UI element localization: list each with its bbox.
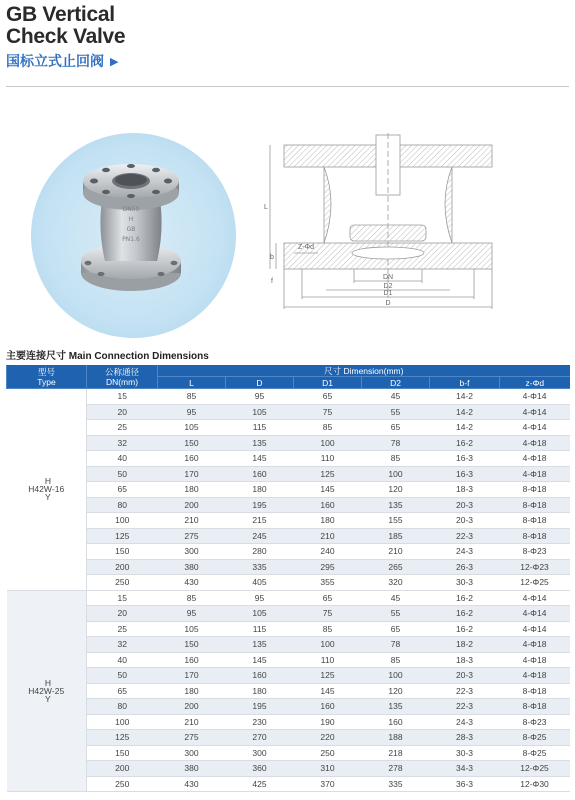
- table-row: [7, 621, 570, 637]
- dimension-cell: 4-Φ14: [500, 590, 570, 606]
- table-row: [7, 683, 570, 699]
- dimension-cell: 12-Φ30: [500, 776, 570, 792]
- model-mid: W: [43, 484, 52, 495]
- header-col-d1: D1: [294, 377, 362, 389]
- dimension-cell: 100: [294, 435, 362, 451]
- table-row: [7, 575, 570, 591]
- dim-label-d1: D1: [383, 290, 393, 297]
- dimension-cell: 300: [158, 745, 226, 761]
- dimension-cell: 160: [158, 652, 226, 668]
- dimension-cell: 270: [226, 730, 294, 746]
- dimension-cell: 115: [226, 621, 294, 637]
- dimension-cell: 265: [362, 559, 430, 575]
- dimension-cell: 105: [158, 420, 226, 436]
- table-body: [7, 389, 570, 792]
- dn-cell: 250: [87, 776, 158, 792]
- model-mid: W: [43, 685, 52, 696]
- dimension-cell: 230: [226, 714, 294, 730]
- casting-text-4: PN1.6: [122, 236, 140, 243]
- dimension-cell: 4-Φ18: [500, 652, 570, 668]
- dimension-cell: 45: [362, 389, 430, 405]
- header-divider: [6, 86, 569, 87]
- dn-cell: 150: [87, 745, 158, 761]
- dim-label-d: D: [385, 300, 391, 307]
- table-row: [7, 497, 570, 513]
- dimension-cell: 295: [294, 559, 362, 575]
- dimension-cell: 425: [226, 776, 294, 792]
- dimension-cell: 16-2: [430, 606, 500, 622]
- dimension-cell: 215: [226, 513, 294, 529]
- dimension-cell: 8-Φ23: [500, 714, 570, 730]
- dimension-cell: 36-3: [430, 776, 500, 792]
- dimension-cell: 190: [294, 714, 362, 730]
- table-row: [7, 761, 570, 777]
- table-row: [7, 451, 570, 467]
- dimension-cell: 55: [362, 404, 430, 420]
- header-type-en: Type: [37, 376, 56, 387]
- dimension-cell: 22-3: [430, 528, 500, 544]
- dimension-cell: 180: [158, 482, 226, 498]
- header-dn-cn: 公称通径: [104, 366, 139, 377]
- dimension-table: [6, 365, 570, 792]
- dimension-cell: 200: [158, 699, 226, 715]
- dimension-cell: 160: [362, 714, 430, 730]
- dimension-cell: 250: [294, 745, 362, 761]
- product-title-line2: Check Valve: [6, 25, 126, 48]
- dimension-cell: 34-3: [430, 761, 500, 777]
- dimension-cell: 110: [294, 652, 362, 668]
- header-dn-en: DN(mm): [105, 376, 139, 387]
- dimension-cell: 245: [226, 528, 294, 544]
- dim-label-dn: DN: [382, 274, 394, 281]
- product-photo: [31, 133, 236, 338]
- header-col-d2: D2: [362, 377, 430, 389]
- dimension-cell: 12-Φ25: [500, 761, 570, 777]
- dimension-cell: 24-3: [430, 714, 500, 730]
- dimension-cell: 180: [226, 683, 294, 699]
- model-bottom: Y: [45, 693, 51, 704]
- dn-cell: 125: [87, 528, 158, 544]
- table-row: [7, 699, 570, 715]
- table-row: [7, 389, 570, 405]
- dim-label-f: f: [271, 278, 273, 285]
- play-arrow-icon: ▶: [110, 55, 119, 68]
- dimension-cell: 335: [362, 776, 430, 792]
- dimension-cell: 8-Φ18: [500, 683, 570, 699]
- header-col-zd: z-Φd: [500, 377, 570, 389]
- header-col-bf: b-f: [430, 377, 500, 389]
- dimension-cell: 150: [158, 435, 226, 451]
- dn-cell: 25: [87, 621, 158, 637]
- table-row: [7, 637, 570, 653]
- header-type: [7, 365, 87, 389]
- dimension-cell: 12-Φ23: [500, 559, 570, 575]
- dimension-cell: 8-Φ18: [500, 497, 570, 513]
- dimension-cell: 4-Φ14: [500, 621, 570, 637]
- dn-cell: 32: [87, 637, 158, 653]
- model-prefix: H42: [28, 685, 44, 696]
- table-row: [7, 559, 570, 575]
- dimension-cell: 18-3: [430, 482, 500, 498]
- table-row: [7, 606, 570, 622]
- dimension-cell: 65: [362, 621, 430, 637]
- model-suffix: -16: [51, 484, 65, 495]
- dimension-cell: 210: [362, 544, 430, 560]
- dimension-cell: 14-2: [430, 404, 500, 420]
- dimension-cell: 310: [294, 761, 362, 777]
- dimension-cell: 30-3: [430, 745, 500, 761]
- dimension-cell: 180: [294, 513, 362, 529]
- dimension-cell: 12-Φ25: [500, 575, 570, 591]
- dimension-cell: 430: [158, 776, 226, 792]
- dimension-cell: 85: [294, 420, 362, 436]
- title-block: [6, 4, 125, 71]
- dimension-cell: 26-3: [430, 559, 500, 575]
- dimension-cell: 220: [294, 730, 362, 746]
- dimension-cell: 85: [362, 652, 430, 668]
- casting-text-2: H: [128, 216, 134, 223]
- dimension-cell: 8-Φ23: [500, 544, 570, 560]
- dimension-cell: 120: [362, 482, 430, 498]
- dimension-cell: 78: [362, 637, 430, 653]
- dimension-cell: 218: [362, 745, 430, 761]
- dimension-cell: 8-Φ18: [500, 699, 570, 715]
- dimension-cell: 120: [362, 683, 430, 699]
- dimension-cell: 8-Φ25: [500, 730, 570, 746]
- model-suffix: -25: [51, 685, 65, 696]
- dimension-cell: 160: [294, 497, 362, 513]
- dimension-cell: 335: [226, 559, 294, 575]
- dimension-cell: 180: [158, 683, 226, 699]
- table-row: [7, 466, 570, 482]
- table-row: [7, 404, 570, 420]
- dimension-cell: 145: [294, 683, 362, 699]
- model-top: H: [44, 476, 51, 487]
- product-title-cn-text: 国标立式止回阀: [6, 53, 104, 69]
- dimension-cell: 240: [294, 544, 362, 560]
- dimension-cell: 22-3: [430, 683, 500, 699]
- dimension-cell: 4-Φ14: [500, 420, 570, 436]
- dimension-cell: 275: [158, 528, 226, 544]
- model-cell: [7, 590, 87, 792]
- dimension-cell: 4-Φ18: [500, 466, 570, 482]
- dn-cell: 150: [87, 544, 158, 560]
- dimension-cell: 135: [226, 637, 294, 653]
- dn-cell: 250: [87, 575, 158, 591]
- dn-cell: 20: [87, 404, 158, 420]
- dimension-cell: 95: [158, 404, 226, 420]
- dimension-cell: 280: [226, 544, 294, 560]
- dimension-cell: 18-3: [430, 652, 500, 668]
- dn-cell: 200: [87, 761, 158, 777]
- dn-cell: 15: [87, 389, 158, 405]
- dimension-cell: 105: [226, 606, 294, 622]
- dimension-cell: 16-2: [430, 621, 500, 637]
- dim-label-b: b: [270, 254, 274, 261]
- dn-cell: 50: [87, 668, 158, 684]
- dimension-cell: 125: [294, 466, 362, 482]
- dim-label-d2: D2: [383, 283, 393, 290]
- dimension-cell: 110: [294, 451, 362, 467]
- dimension-cell: 180: [226, 482, 294, 498]
- dimension-cell: 85: [158, 389, 226, 405]
- dimension-cell: 65: [294, 590, 362, 606]
- dimension-cell: 135: [362, 497, 430, 513]
- dn-cell: 32: [87, 435, 158, 451]
- dn-cell: 80: [87, 497, 158, 513]
- dimension-cell: 8-Φ18: [500, 482, 570, 498]
- dimension-cell: 8-Φ18: [500, 528, 570, 544]
- dimension-cell: 188: [362, 730, 430, 746]
- model-top: H: [44, 677, 51, 688]
- technical-drawing: [254, 133, 504, 323]
- dimension-cell: 16-2: [430, 435, 500, 451]
- dn-cell: 40: [87, 451, 158, 467]
- dimension-cell: 4-Φ18: [500, 668, 570, 684]
- dimension-cell: 14-2: [430, 389, 500, 405]
- casting-text-1: DN50: [122, 206, 140, 213]
- dimension-cell: 275: [158, 730, 226, 746]
- dimension-cell: 65: [294, 389, 362, 405]
- dimension-cell: 360: [226, 761, 294, 777]
- dimension-cell: 105: [226, 404, 294, 420]
- dimension-cell: 85: [362, 451, 430, 467]
- header-col-d: D: [226, 377, 294, 389]
- dimension-cell: 210: [158, 513, 226, 529]
- dimension-cell: 380: [158, 761, 226, 777]
- dn-cell: 15: [87, 590, 158, 606]
- dimension-cell: 22-3: [430, 699, 500, 715]
- dimension-cell: 370: [294, 776, 362, 792]
- dimension-cell: 278: [362, 761, 430, 777]
- dimension-cell: 95: [158, 606, 226, 622]
- dimension-cell: 405: [226, 575, 294, 591]
- table-row: [7, 714, 570, 730]
- dimension-cell: 24-3: [430, 544, 500, 560]
- dimension-cell: 155: [362, 513, 430, 529]
- table-row: [7, 513, 570, 529]
- dimension-cell: 195: [226, 497, 294, 513]
- dimension-cell: 85: [294, 621, 362, 637]
- dimension-cell: 4-Φ14: [500, 606, 570, 622]
- dimension-cell: 170: [158, 466, 226, 482]
- dimension-cell: 210: [294, 528, 362, 544]
- section-title: 主要连接尺寸 Main Connection Dimensions: [6, 351, 209, 362]
- dimension-cell: 105: [158, 621, 226, 637]
- dn-cell: 65: [87, 482, 158, 498]
- dimension-cell: 14-2: [430, 420, 500, 436]
- table-row: [7, 528, 570, 544]
- valve-illustration: [31, 133, 236, 338]
- dn-cell: 65: [87, 683, 158, 699]
- table-row: [7, 435, 570, 451]
- dimension-cell: 100: [294, 637, 362, 653]
- dimension-cell: 145: [226, 451, 294, 467]
- dimension-cell: 4-Φ14: [500, 389, 570, 405]
- dimension-cell: 320: [362, 575, 430, 591]
- dimension-cell: 55: [362, 606, 430, 622]
- dimension-cell: 18-2: [430, 637, 500, 653]
- dimension-cell: 8-Φ18: [500, 513, 570, 529]
- model-bottom: Y: [45, 492, 51, 503]
- dimension-cell: 8-Φ25: [500, 745, 570, 761]
- product-title-line1: GB Vertical: [6, 3, 115, 26]
- dn-cell: 80: [87, 699, 158, 715]
- dimension-cell: 100: [362, 668, 430, 684]
- dimension-cell: 16-3: [430, 451, 500, 467]
- header-dn: [87, 365, 158, 389]
- dn-cell: 200: [87, 559, 158, 575]
- dimension-cell: 145: [226, 652, 294, 668]
- dn-cell: 40: [87, 652, 158, 668]
- dimension-cell: 160: [158, 451, 226, 467]
- dimension-cell: 75: [294, 404, 362, 420]
- dimension-cell: 145: [294, 482, 362, 498]
- dimension-cell: 125: [294, 668, 362, 684]
- dimension-cell: 20-3: [430, 497, 500, 513]
- dimension-cell: 300: [158, 544, 226, 560]
- dimension-cell: 4-Φ14: [500, 404, 570, 420]
- model-cell: [7, 389, 87, 591]
- table-row: [7, 544, 570, 560]
- dn-cell: 125: [87, 730, 158, 746]
- dim-label-l: L: [264, 204, 268, 211]
- table-row: [7, 482, 570, 498]
- dimension-cell: 135: [362, 699, 430, 715]
- dimension-cell: 170: [158, 668, 226, 684]
- dimension-cell: 300: [226, 745, 294, 761]
- dimension-cell: 115: [226, 420, 294, 436]
- dimension-cell: 16-2: [430, 590, 500, 606]
- dn-cell: 100: [87, 714, 158, 730]
- dimension-cell: 355: [294, 575, 362, 591]
- dimension-cell: 45: [362, 590, 430, 606]
- dimension-cell: 210: [158, 714, 226, 730]
- dimension-cell: 75: [294, 606, 362, 622]
- model-prefix: H42: [28, 484, 44, 495]
- dimension-cell: 85: [158, 590, 226, 606]
- dimension-cell: 20-3: [430, 668, 500, 684]
- dimension-cell: 160: [226, 466, 294, 482]
- table-row: [7, 668, 570, 684]
- dimension-cell: 100: [362, 466, 430, 482]
- dn-cell: 100: [87, 513, 158, 529]
- dn-cell: 25: [87, 420, 158, 436]
- dimension-cell: 4-Φ18: [500, 451, 570, 467]
- dimension-cell: 135: [226, 435, 294, 451]
- header-col-l: L: [158, 377, 226, 389]
- dimension-cell: 150: [158, 637, 226, 653]
- dimension-cell: 160: [294, 699, 362, 715]
- dimension-cell: 28-3: [430, 730, 500, 746]
- table-row: [7, 776, 570, 792]
- dimension-cell: 4-Φ18: [500, 435, 570, 451]
- dimension-cell: 78: [362, 435, 430, 451]
- table-row: [7, 590, 570, 606]
- dimension-cell: 16-3: [430, 466, 500, 482]
- dimension-cell: 95: [226, 590, 294, 606]
- dimension-cell: 185: [362, 528, 430, 544]
- dimension-cell: 200: [158, 497, 226, 513]
- table-row: [7, 745, 570, 761]
- product-title-cn: [6, 51, 125, 71]
- table-row: [7, 730, 570, 746]
- dimension-cell: 430: [158, 575, 226, 591]
- dn-cell: 50: [87, 466, 158, 482]
- dimension-cell: 380: [158, 559, 226, 575]
- header-type-cn: 型号: [37, 366, 55, 377]
- header-dimension: 尺寸 Dimension(mm): [158, 365, 570, 377]
- table-row: [7, 420, 570, 436]
- dimension-cell: 160: [226, 668, 294, 684]
- dimension-cell: 195: [226, 699, 294, 715]
- dimension-cell: 30-3: [430, 575, 500, 591]
- dim-label-zd: Z-Φd: [297, 244, 315, 251]
- casting-text-3: GB: [126, 226, 136, 233]
- dimension-cell: 20-3: [430, 513, 500, 529]
- table-row: [7, 652, 570, 668]
- dimension-cell: 65: [362, 420, 430, 436]
- dn-cell: 20: [87, 606, 158, 622]
- dimension-cell: 95: [226, 389, 294, 405]
- dimension-cell: 4-Φ18: [500, 637, 570, 653]
